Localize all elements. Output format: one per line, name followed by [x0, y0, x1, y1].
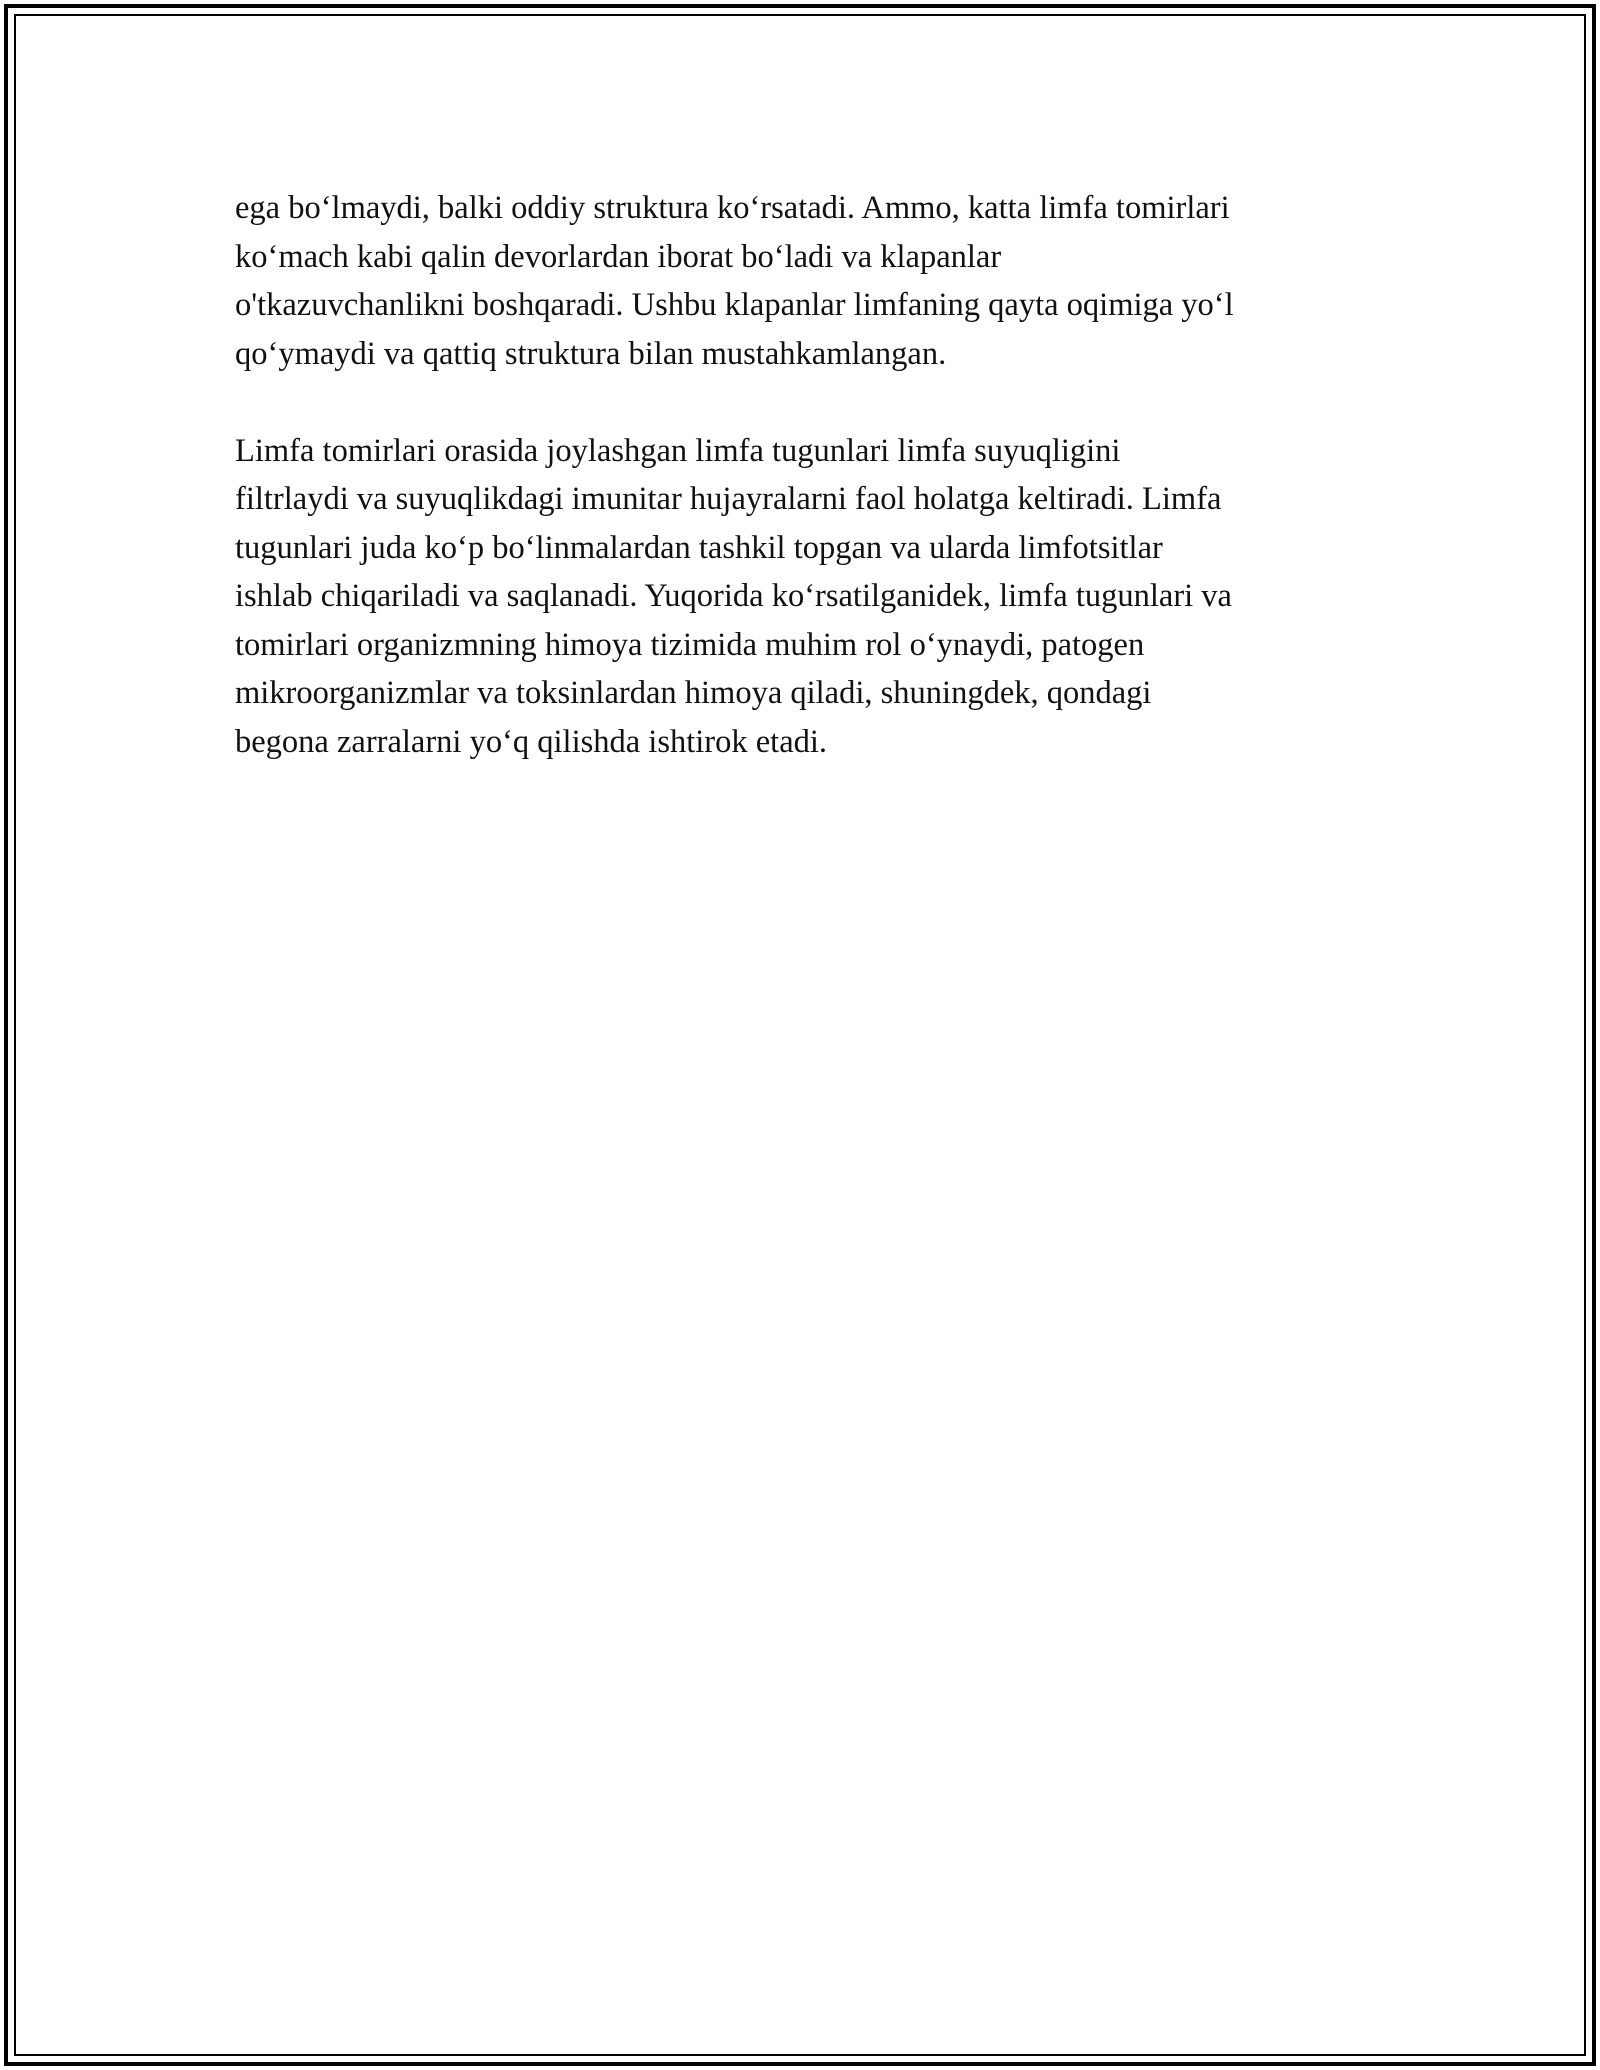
text-line: ko‘mach kabi qalin devorlardan iborat bo‘ladi va klapanlar	[235, 238, 1002, 275]
text-line: qo‘ymaydi va qattiq struktura bilan mustahkamlangan.	[235, 335, 947, 372]
text-line: tugunlari juda ko‘p bo‘linmalardan tashkil topgan va ularda limfotsitlar	[235, 529, 1163, 566]
text-line: Limfa tomirlari orasida joylashgan limfa tugunlari limfa suyuqligini	[235, 432, 1121, 469]
text-line: filtrlaydi va suyuqlikdagi imunitar hujayralarni faol holatga keltiradi. Limfa	[235, 481, 1222, 517]
document-body	[235, 184, 1375, 766]
text-line: mikroorganizmlar va toksinlardan himoya qiladi, shuningdek, qondagi	[235, 675, 1152, 711]
text-line: begona zarralarni yo‘q qilishda ishtirok etadi.	[235, 723, 828, 760]
paragraph	[235, 184, 1375, 378]
text-line: o'tkazuvchanlikni boshqaradi. Ushbu klapanlar limfaning qayta oqimiga yo‘l	[235, 287, 1234, 323]
paragraph	[235, 427, 1375, 767]
text-line: tomirlari organizmning himoya tizimida muhim rol o‘ynaydi, patogen	[235, 626, 1145, 663]
text-line: ishlab chiqariladi va saqlanadi. Yuqorida ko‘rsatilganidek, limfa tugunlari va	[235, 578, 1232, 614]
text-line: ega bo‘lmaydi, balki oddiy struktura ko‘rsatadi. Ammo, katta limfa tomirlari	[235, 190, 1230, 226]
